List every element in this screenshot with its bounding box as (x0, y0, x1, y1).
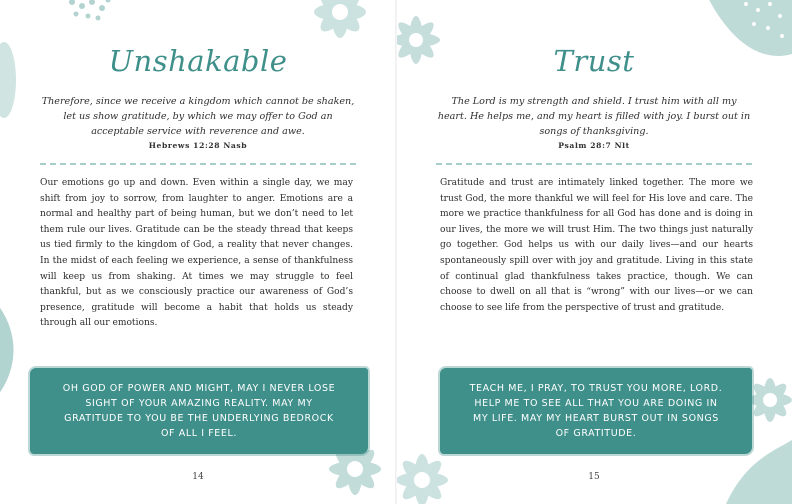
scripture-reference: Hebrews 12:28 Nasb (148, 141, 248, 150)
page-title: Trust (553, 44, 635, 78)
book-gutter (395, 0, 397, 504)
prayer-box (440, 368, 752, 454)
prayer-text: OH GOD OF POWER AND MIGHT, MAY I NEVER LOSE SIGHT OF YOUR AMAZING REALITY. MAY MY GRATITUDE TO YOU BE THE UNDERLYING BEDROCK OF ALL I FEEL. (62, 383, 336, 439)
page-number: 15 (588, 472, 600, 482)
flower-icon (300, 0, 380, 48)
devotional-body: Our emotions go up and down. Even within a single day, we may shift from joy to sorrow, from laughter to anger. Emotions are a normal and healthy part of being human, but we don’t need to let them rule our lives. Gratitude can be the steady thread that keeps us tied firmly to the kingdom of God, a reality that never changes. In the midst of each feeling we experience, a sense of thankfulness will keep us from shaking. At times we may struggle to feel thankful, but as we consciously practice our awareness of God’s presence, gratitude will become a habit that holds us steady through all our emotions. (40, 178, 353, 329)
leaf-icon (0, 300, 22, 400)
dashed-divider (436, 163, 752, 165)
dot-pattern-icon (66, 0, 114, 22)
scripture-verse: The Lord is my strength and shield. I trust him with all my heart. He helps me, and my heart is filled with joy. I burst out in songs of thanksgiving. (437, 96, 751, 137)
devotional-body: Gratitude and trust are intimately linked together. The more we trust God, the more thankful we will feel for His love and care. The more we practice thankfulness for all God has done and is doing in our lives, the more we will trust Him. The two things just naturally go together. God helps us with our daily lives—and our hearts spontaneously spill over with joy and gratitude. Living in this state of continual glad thankfulness takes practice, though. We can choose to dwell on all that is “wrong” with our lives—or we can choose to see life from the perspective of trust and gratitude. (440, 178, 753, 313)
right-page (396, 0, 792, 504)
prayer-text: TEACH ME, I PRAY, TO TRUST YOU MORE, LORD. HELP ME TO SEE ALL THAT YOU ARE DOING IN MY LIFE. MAY MY HEART BURST OUT IN SONGS OF GRATITUDE. (469, 383, 723, 439)
page-number: 14 (192, 472, 204, 482)
scripture-verse: Therefore, since we receive a kingdom which cannot be shaken, let us show gratitude, by which we may offer to God an acceptable service with reverence and awe. (41, 96, 355, 137)
prayer-box (30, 368, 368, 454)
scripture-reference: Psalm 28:7 Nlt (558, 141, 630, 150)
page-title: Unshakable (108, 44, 288, 78)
dashed-divider (40, 163, 356, 165)
